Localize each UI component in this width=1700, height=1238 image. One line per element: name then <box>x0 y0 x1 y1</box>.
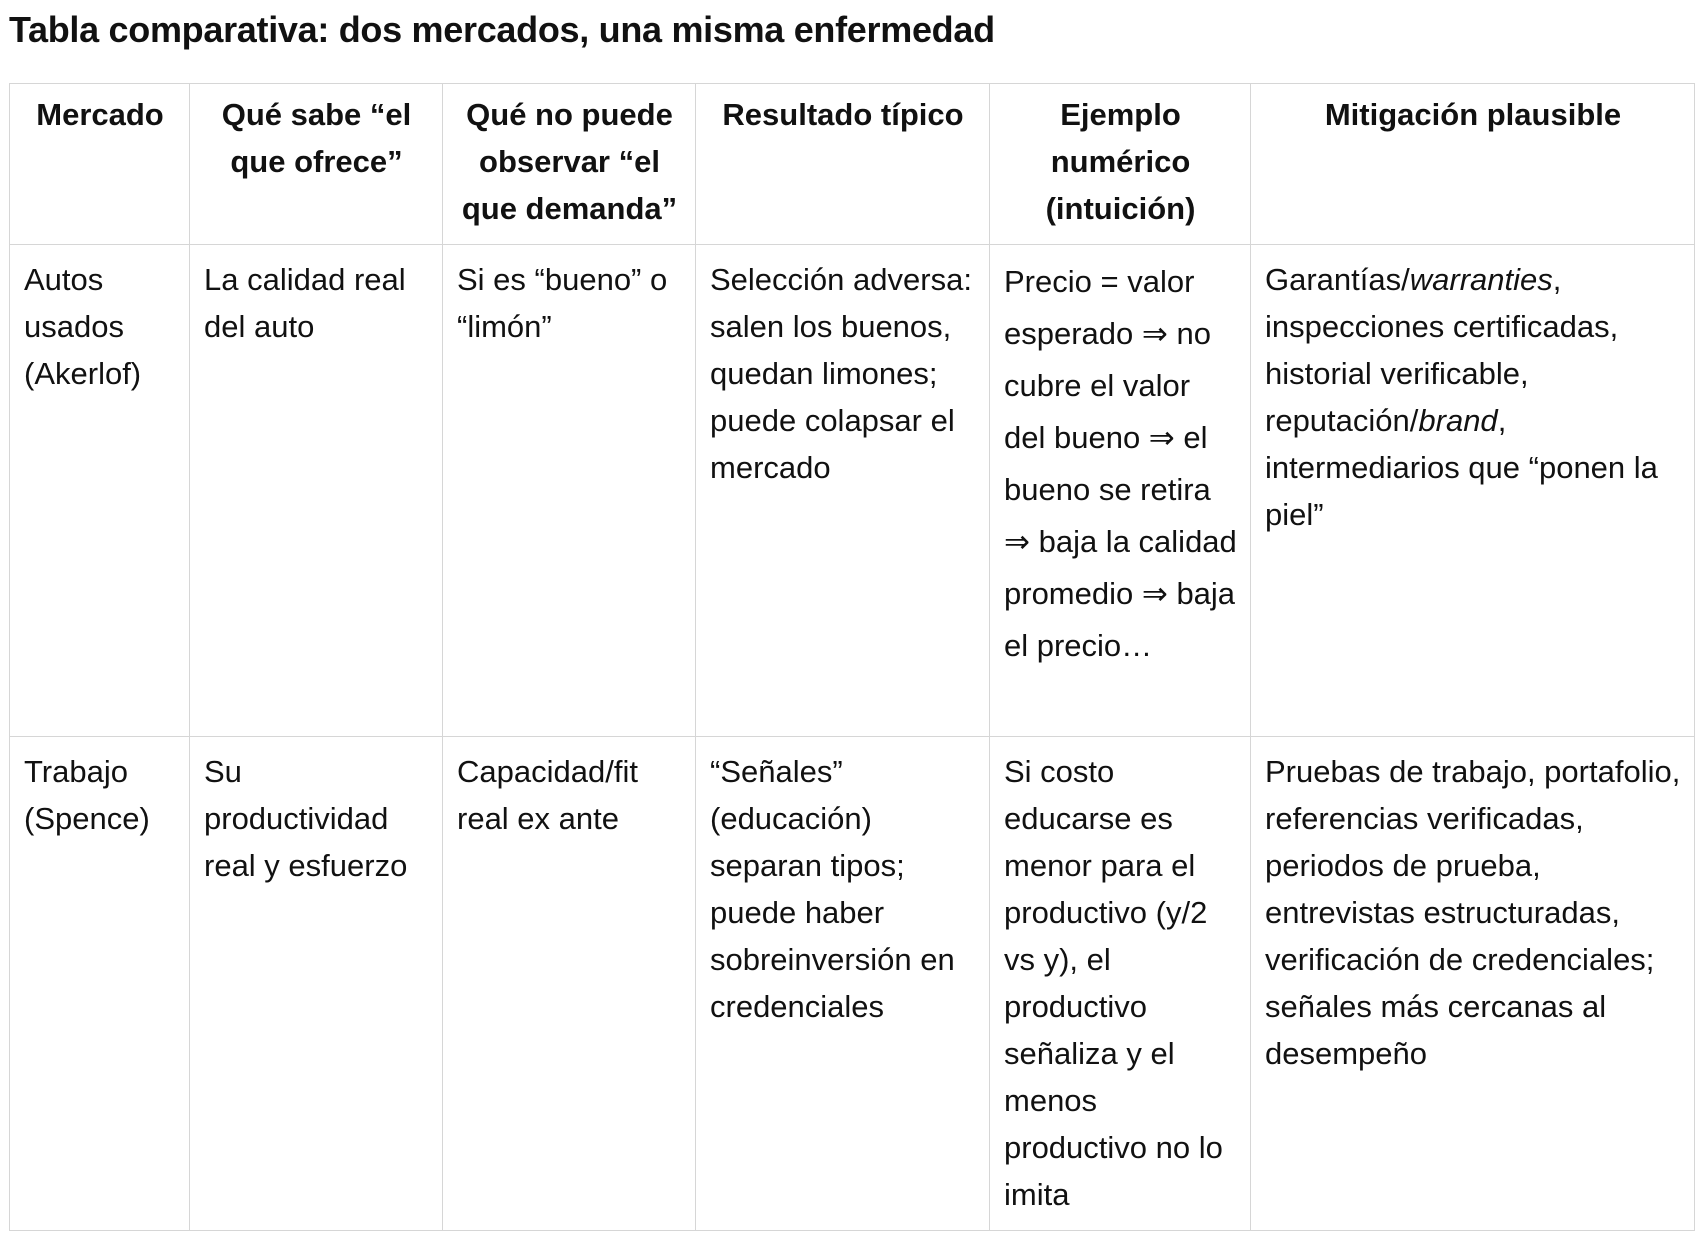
mitigacion-italic-term: brand <box>1418 403 1498 438</box>
header-que-sabe: Qué sabe “el que ofrece” <box>190 84 443 245</box>
header-resultado: Resultado típico <box>696 84 990 245</box>
cell-ejemplo: Si costo educarse es menor para el productivo (y/2 vs y), el productivo señaliza y el menos productivo no lo imita <box>990 737 1251 1231</box>
cell-que-no-observa: Capacidad/fit real ex ante <box>443 737 696 1231</box>
cell-que-no-observa: Si es “bueno” o “limón” <box>443 245 696 737</box>
header-mercado: Mercado <box>10 84 190 245</box>
mitigacion-text: Garantías/ <box>1265 262 1410 297</box>
cell-que-sabe: Su productividad real y esfuerzo <box>190 737 443 1231</box>
mitigacion-text: , intermediarios que “ponen la piel” <box>1265 403 1658 532</box>
cell-mitigacion: Pruebas de trabajo, portafolio, referencias verificadas, periodos de prueba, entrevistas estructuradas, verificación de credenciales; señales más cercanas al desempeño <box>1251 737 1695 1231</box>
cell-resultado: Selección adversa: salen los buenos, quedan limones; puede colapsar el mercado <box>696 245 990 737</box>
header-que-no-observa: Qué no puede observar “el que demanda” <box>443 84 696 245</box>
mitigacion-italic-term: warranties <box>1409 262 1553 297</box>
header-row <box>10 84 1695 245</box>
cell-resultado: “Señales” (educación) separan tipos; puede haber sobreinversión en credenciales <box>696 737 990 1231</box>
document-title: Tabla comparativa: dos mercados, una misma enfermedad <box>9 9 995 50</box>
cell-ejemplo: Precio = valor esperado ⇒ no cubre el valor del bueno ⇒ el bueno se retira ⇒ baja la calidad promedio ⇒ baja el precio… <box>990 245 1251 737</box>
cell-mercado: Autos usados (Akerlof) <box>10 245 190 737</box>
header-ejemplo: Ejemplo numérico (intuición) <box>990 84 1251 245</box>
header-mitigacion: Mitigación plausible <box>1251 84 1695 245</box>
table-row-autos <box>10 245 1695 737</box>
mitigacion-text: , inspecciones certificadas, historial verificable, reputación/ <box>1265 262 1619 438</box>
cell-que-sabe: La calidad real del auto <box>190 245 443 737</box>
cell-mitigacion <box>1251 245 1695 737</box>
cell-mercado: Trabajo (Spence) <box>10 737 190 1231</box>
comparison-table <box>9 83 1695 1231</box>
table-row-trabajo <box>10 737 1695 1231</box>
